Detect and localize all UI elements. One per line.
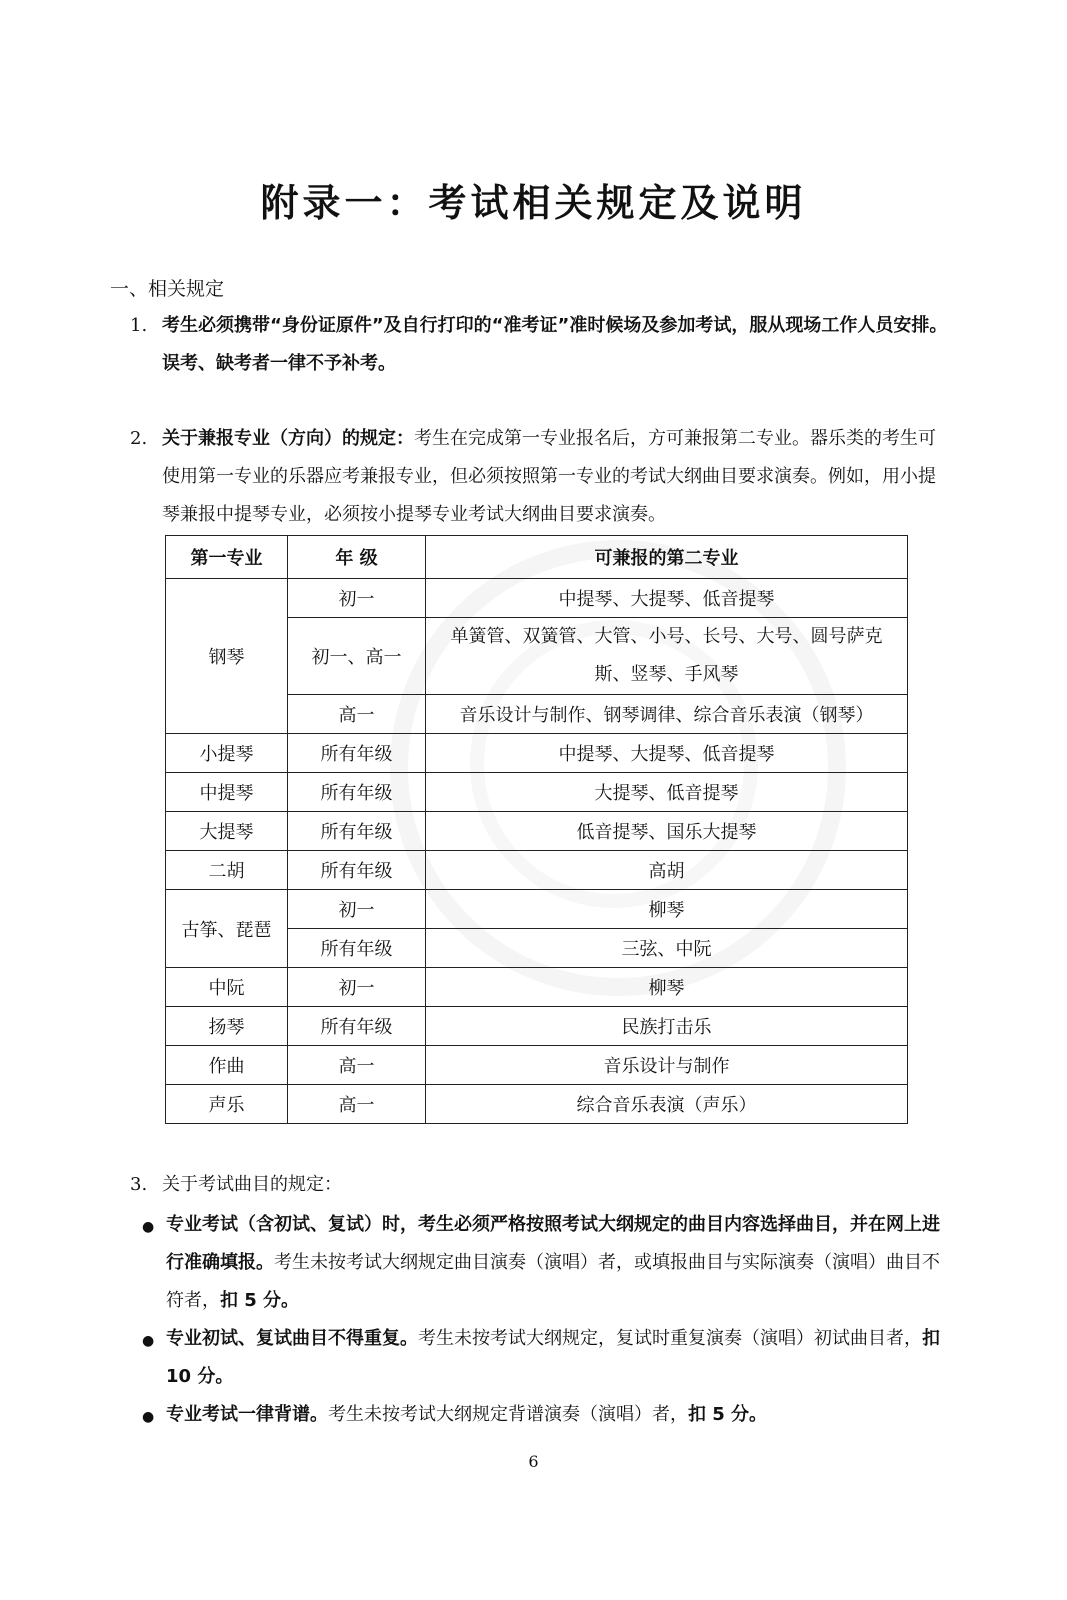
cell-second-major: 音乐设计与制作、钢琴调律、综合音乐表演（钢琴） <box>426 695 908 734</box>
item-2-bold-lead: 关于兼报专业（方向）的规定： <box>162 428 414 449</box>
cell-major: 中阮 <box>166 968 288 1007</box>
page-number: 6 <box>528 1452 539 1471</box>
cell-second-major: 柳琴 <box>426 968 908 1007</box>
bullet-2-penalty: 扣 10 分。 <box>166 1328 940 1387</box>
cell-second-major: 大提琴、低音提琴 <box>426 773 908 812</box>
bullet-3-penalty: 扣 5 分。 <box>688 1404 768 1425</box>
cell-second-major: 音乐设计与制作 <box>426 1046 908 1085</box>
header-second-major: 可兼报的第二专业 <box>426 536 908 579</box>
cell-grade: 所有年级 <box>288 773 426 812</box>
item-3-number: 3. <box>130 1174 148 1195</box>
table-row <box>166 968 908 1007</box>
table-header-row <box>166 536 908 579</box>
cell-major: 古筝、琵琶 <box>166 890 288 968</box>
cell-second-major: 高胡 <box>426 851 908 890</box>
header-grade: 年 级 <box>288 536 426 579</box>
bullet-2-text <box>166 1320 956 1396</box>
item-2-text: 考生在完成第一专业报名后，方可兼报第二专业。器乐类的考生可使用第一专业的乐器应考兼报专业，但必须按照第一专业的考试大纲曲目要求演奏。例如，用小提琴兼报中提琴专业，必须按小提琴专业考试大纲曲目要求演奏。 <box>162 428 936 525</box>
item-2-number: 2. <box>130 428 148 449</box>
table-row <box>166 851 908 890</box>
bullet-icon: ● <box>142 1333 155 1349</box>
bullet-1-penalty: 扣 5 分。 <box>220 1290 300 1311</box>
table-row <box>166 734 908 773</box>
cell-grade: 高一 <box>288 1046 426 1085</box>
cell-major: 钢琴 <box>166 579 288 734</box>
bullet-1-bold: 专业考试（含初试、复试）时，考生必须严格按照考试大纲规定的曲目内容选择曲目，并在网上进行准确填报。 <box>166 1214 940 1273</box>
page-title: 附录一：考试相关规定及说明 <box>260 181 807 225</box>
cell-major: 中提琴 <box>166 773 288 812</box>
item-3-heading: 关于考试曲目的规定： <box>162 1174 342 1195</box>
table-row <box>166 773 908 812</box>
cell-grade: 所有年级 <box>288 812 426 851</box>
cell-second-major: 中提琴、大提琴、低音提琴 <box>426 734 908 773</box>
bullet-icon: ● <box>142 1219 155 1235</box>
cell-second-major: 单簧管、双簧管、大管、小号、长号、大号、圆号萨克斯、竖琴、手风琴 <box>426 618 908 695</box>
cell-major: 扬琴 <box>166 1007 288 1046</box>
bullet-1-body: 考生未按考试大纲规定曲目演奏（演唱）者，或填报曲目与实际演奏（演唱）曲目不符者， <box>166 1252 940 1311</box>
cell-second-major: 民族打击乐 <box>426 1007 908 1046</box>
item-2-paragraph <box>162 420 952 534</box>
cell-grade: 高一 <box>288 1085 426 1124</box>
cell-second-major: 中提琴、大提琴、低音提琴 <box>426 579 908 618</box>
cell-grade: 高一 <box>288 695 426 734</box>
table-row <box>166 1085 908 1124</box>
cell-grade: 所有年级 <box>288 929 426 968</box>
table-row <box>166 1046 908 1085</box>
cell-second-major: 低音提琴、国乐大提琴 <box>426 812 908 851</box>
cell-grade: 初一、高一 <box>288 618 426 695</box>
section-heading: 一、相关规定 <box>110 278 225 300</box>
cell-grade: 所有年级 <box>288 734 426 773</box>
cell-grade: 初一 <box>288 968 426 1007</box>
table-row <box>166 579 908 618</box>
cell-second-major: 柳琴 <box>426 890 908 929</box>
table-row <box>166 812 908 851</box>
table-row <box>166 890 908 929</box>
item-1-text: 考生必须携带“身份证原件”及自行打印的“准考证”准时候场及参加考试，服从现场工作人员安排。误考、缺考者一律不予补考。 <box>162 315 948 374</box>
cell-grade: 所有年级 <box>288 1007 426 1046</box>
bullet-3-text <box>166 1396 956 1434</box>
cell-second-major: 综合音乐表演（声乐） <box>426 1085 908 1124</box>
cell-grade: 初一 <box>288 890 426 929</box>
cell-major: 二胡 <box>166 851 288 890</box>
item-1-number: 1. <box>130 315 148 336</box>
cell-grade: 初一 <box>288 579 426 618</box>
table-row <box>166 1007 908 1046</box>
second-major-table <box>165 535 908 1124</box>
bullet-1-text <box>166 1206 956 1320</box>
bullet-2-bold: 专业初试、复试曲目不得重复。 <box>166 1328 418 1349</box>
bullet-icon: ● <box>142 1409 155 1425</box>
cell-major: 作曲 <box>166 1046 288 1085</box>
bullet-3-body: 考生未按考试大纲规定背谱演奏（演唱）者， <box>328 1404 688 1425</box>
cell-major: 大提琴 <box>166 812 288 851</box>
cell-major: 小提琴 <box>166 734 288 773</box>
cell-second-major: 三弦、中阮 <box>426 929 908 968</box>
header-first-major: 第一专业 <box>166 536 288 579</box>
cell-grade: 所有年级 <box>288 851 426 890</box>
cell-major: 声乐 <box>166 1085 288 1124</box>
bullet-3-bold: 专业考试一律背谱。 <box>166 1404 328 1425</box>
bullet-2-body: 考生未按考试大纲规定，复试时重复演奏（演唱）初试曲目者， <box>418 1328 922 1349</box>
